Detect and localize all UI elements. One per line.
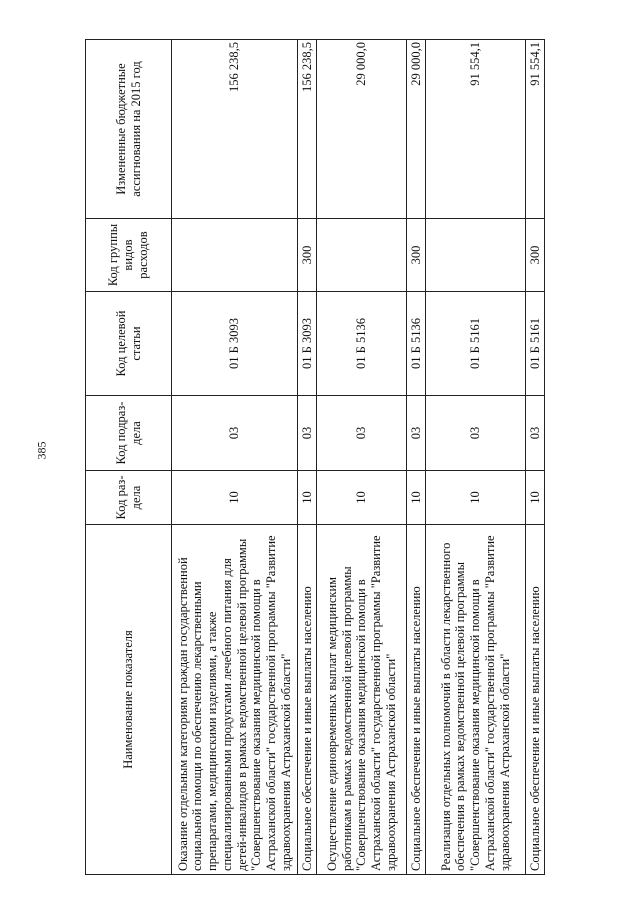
row-podrazdel: 03 <box>407 396 426 471</box>
row-sum: 91 554,1 <box>526 40 545 219</box>
table-row <box>317 40 407 875</box>
row-sum: 29 000,0 <box>407 40 426 219</box>
header-sum: Измененные бюджетные ассигнования на 2015 год <box>86 40 172 219</box>
row-statya: 01 Б 3093 <box>172 292 298 396</box>
budget-table-container <box>85 40 545 875</box>
header-razdel: Код раз-дела <box>86 471 172 525</box>
row-sum: 156 238,5 <box>172 40 298 219</box>
table-row <box>172 40 298 875</box>
row-gruppa <box>425 219 525 292</box>
row-statya: 01 Б 5136 <box>407 292 426 396</box>
row-razdel: 10 <box>317 471 407 525</box>
row-sum: 91 554,1 <box>425 40 525 219</box>
row-gruppa <box>317 219 407 292</box>
row-name: Социальное обеспечение и иные выплаты населению <box>298 525 317 875</box>
table-row <box>425 40 525 875</box>
row-podrazdel: 03 <box>425 396 525 471</box>
row-statya: 01 Б 5136 <box>317 292 407 396</box>
row-podrazdel: 03 <box>298 396 317 471</box>
row-razdel: 10 <box>526 471 545 525</box>
row-gruppa: 300 <box>526 219 545 292</box>
row-sum: 156 238,5 <box>298 40 317 219</box>
row-gruppa: 300 <box>407 219 426 292</box>
row-podrazdel: 03 <box>317 396 407 471</box>
header-podrazdel: Код подраз-дела <box>86 396 172 471</box>
header-statya: Код целевой статьи <box>86 292 172 396</box>
table-header-row <box>86 40 172 875</box>
header-name: Наименование показателя <box>86 525 172 875</box>
row-sum: 29 000,0 <box>317 40 407 219</box>
row-gruppa: 300 <box>298 219 317 292</box>
row-statya: 01 Б 3093 <box>298 292 317 396</box>
budget-table <box>85 39 545 875</box>
row-name: Оказание отдельным категориям граждан государственной социальной помощи по обеспечению лекарственными препаратами, медицинскими изделиями, а также специализированными продуктами лечебного питания для детей-инвалидов в рамках ведомственной целевой программы "Совершенствование оказания медицинской помощи в Астраханской области" государственной программы "Развитие здравоохранения Астраханской области" <box>172 525 298 875</box>
table-row <box>526 40 545 875</box>
table-row <box>407 40 426 875</box>
row-statya: 01 Б 5161 <box>425 292 525 396</box>
table-row <box>298 40 317 875</box>
row-name: Социальное обеспечение и иные выплаты населению <box>526 525 545 875</box>
header-gruppa: Код группы видов расходов <box>86 219 172 292</box>
row-razdel: 10 <box>425 471 525 525</box>
row-podrazdel: 03 <box>172 396 298 471</box>
row-name: Осуществление единовременных выплат медицинским работникам в рамках ведомственной целевой программы "Совершенствование оказания медицинской помощи в Астраханской области" государственной программы "Развитие здравоохранения Астраханской области" <box>317 525 407 875</box>
row-name: Социальное обеспечение и иные выплаты населению <box>407 525 426 875</box>
page-number: 385 <box>34 441 49 460</box>
row-statya: 01 Б 5161 <box>526 292 545 396</box>
row-razdel: 10 <box>172 471 298 525</box>
row-razdel: 10 <box>298 471 317 525</box>
row-razdel: 10 <box>407 471 426 525</box>
row-name: Реализация отдельных полномочий в области лекарственного обеспечения в рамках ведомственной целевой программы "Совершенствование оказания медицинской помощи в Астраханской области" государственной программы "Развитие здравоохранения Астраханской области" <box>425 525 525 875</box>
row-podrazdel: 03 <box>526 396 545 471</box>
budget-table-rotated <box>85 40 545 875</box>
row-gruppa <box>172 219 298 292</box>
